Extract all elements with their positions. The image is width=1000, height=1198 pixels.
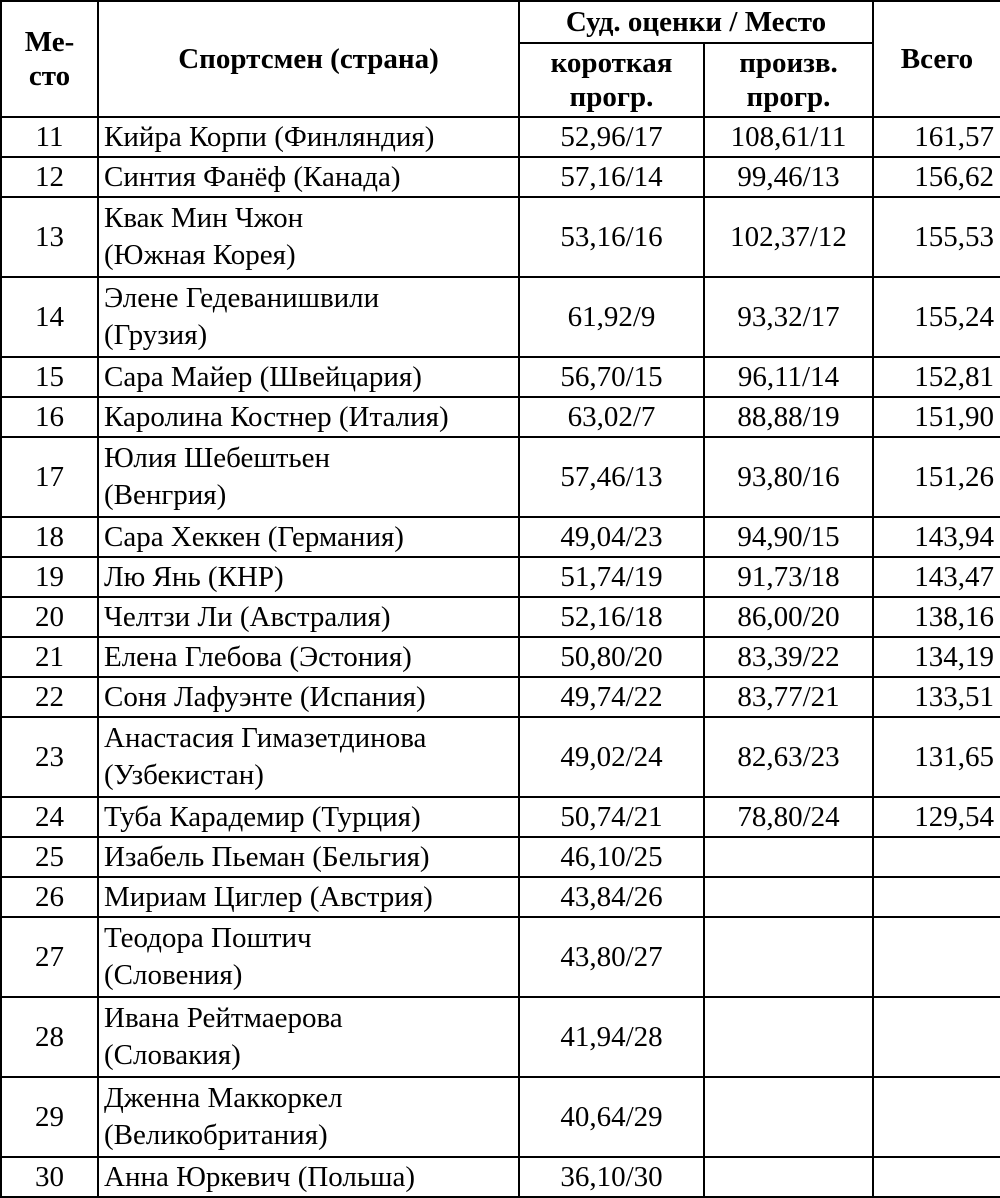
- cell-athlete: [98, 157, 519, 197]
- cell-short-program: 63,02/7: [519, 397, 704, 437]
- cell-place: 12: [1, 157, 98, 197]
- athlete-name-line: (Грузия): [104, 319, 208, 351]
- cell-place: 29: [1, 1077, 98, 1157]
- table-row: [1, 437, 1000, 517]
- table-row: [1, 557, 1000, 597]
- athlete-name-line: Кийра Корпи (Финляндия): [104, 120, 435, 153]
- cell-athlete: [98, 637, 519, 677]
- header-athlete: Спортсмен (страна): [98, 1, 519, 117]
- table-row: [1, 197, 1000, 277]
- cell-short-program: 57,46/13: [519, 437, 704, 517]
- cell-short-program: 57,16/14: [519, 157, 704, 197]
- cell-short-program: 50,74/21: [519, 797, 704, 837]
- cell-short-program: 43,84/26: [519, 877, 704, 917]
- cell-total: [873, 877, 1000, 917]
- cell-total: 129,54: [873, 797, 1000, 837]
- table-row: [1, 677, 1000, 717]
- cell-place: 13: [1, 197, 98, 277]
- table-row: [1, 797, 1000, 837]
- cell-short-program: 52,16/18: [519, 597, 704, 637]
- cell-free-program: 86,00/20: [704, 597, 873, 637]
- athlete-name-line: Мириам Циглер (Австрия): [104, 880, 433, 913]
- athlete-name-line: Анна Юркевич (Польша): [104, 1160, 415, 1193]
- cell-total: 156,62: [873, 157, 1000, 197]
- table-row: [1, 1157, 1000, 1197]
- cell-total: [873, 1157, 1000, 1197]
- cell-athlete: [98, 997, 519, 1077]
- cell-short-program: 46,10/25: [519, 837, 704, 877]
- cell-free-program: [704, 1077, 873, 1157]
- cell-free-program: 93,80/16: [704, 437, 873, 517]
- table-row: [1, 277, 1000, 357]
- cell-free-program: 78,80/24: [704, 797, 873, 837]
- table-row: [1, 717, 1000, 797]
- header-free-program: произв. прогр.: [704, 43, 873, 117]
- cell-free-program: 108,61/11: [704, 117, 873, 157]
- athlete-name-line: Элене Гедеванишвили: [104, 282, 380, 314]
- athlete-name-line: (Словения): [104, 959, 243, 991]
- cell-short-program: 56,70/15: [519, 357, 704, 397]
- cell-athlete: [98, 357, 519, 397]
- cell-short-program: 49,04/23: [519, 517, 704, 557]
- cell-athlete: [98, 917, 519, 997]
- cell-athlete: [98, 1157, 519, 1197]
- athlete-name-line: (Узбекистан): [104, 759, 264, 791]
- cell-total: 133,51: [873, 677, 1000, 717]
- table-row: [1, 357, 1000, 397]
- table-row: [1, 117, 1000, 157]
- athlete-name-line: (Великобритания): [104, 1119, 328, 1151]
- cell-place: 14: [1, 277, 98, 357]
- cell-place: 19: [1, 557, 98, 597]
- cell-place: 22: [1, 677, 98, 717]
- cell-athlete: [98, 437, 519, 517]
- cell-free-program: 82,63/23: [704, 717, 873, 797]
- table-row: [1, 837, 1000, 877]
- cell-total: 161,57: [873, 117, 1000, 157]
- cell-place: 27: [1, 917, 98, 997]
- cell-free-program: 83,77/21: [704, 677, 873, 717]
- table-row: [1, 157, 1000, 197]
- cell-athlete: [98, 277, 519, 357]
- cell-total: 151,26: [873, 437, 1000, 517]
- athlete-name-line: (Венгрия): [104, 479, 227, 511]
- cell-total: [873, 1077, 1000, 1157]
- athlete-name-line: Теодора Поштич: [104, 922, 312, 954]
- cell-free-program: [704, 997, 873, 1077]
- cell-place: 17: [1, 437, 98, 517]
- athlete-name-line: Сара Майер (Швейцария): [104, 360, 422, 393]
- cell-total: 155,24: [873, 277, 1000, 357]
- cell-free-program: 102,37/12: [704, 197, 873, 277]
- cell-total: [873, 837, 1000, 877]
- cell-short-program: 36,10/30: [519, 1157, 704, 1197]
- cell-free-program: 88,88/19: [704, 397, 873, 437]
- athlete-name-line: Лю Янь (КНР): [104, 560, 284, 593]
- athlete-name-line: (Южная Корея): [104, 239, 296, 271]
- cell-total: 151,90: [873, 397, 1000, 437]
- cell-athlete: [98, 717, 519, 797]
- cell-total: 138,16: [873, 597, 1000, 637]
- cell-short-program: 49,02/24: [519, 717, 704, 797]
- athlete-name-line: Ивана Рейтмаерова: [104, 1002, 343, 1034]
- athlete-name-line: (Словакия): [104, 1039, 241, 1071]
- cell-total: 143,47: [873, 557, 1000, 597]
- athlete-name-line: Челтзи Ли (Австралия): [104, 600, 391, 633]
- header-total: Всего: [873, 1, 1000, 117]
- athlete-name-line: Сара Хеккен (Германия): [104, 520, 404, 553]
- cell-total: 134,19: [873, 637, 1000, 677]
- cell-place: 24: [1, 797, 98, 837]
- table-row: [1, 397, 1000, 437]
- table-body: [1, 117, 1000, 1197]
- athlete-name-line: Туба Карадемир (Турция): [104, 800, 421, 833]
- header-scores-group: Суд. оценки / Место: [519, 1, 873, 43]
- athlete-name-line: Елена Глебова (Эстония): [104, 640, 412, 673]
- athlete-name-line: Каролина Костнер (Италия): [104, 400, 449, 433]
- cell-free-program: 83,39/22: [704, 637, 873, 677]
- cell-total: [873, 917, 1000, 997]
- cell-place: 30: [1, 1157, 98, 1197]
- cell-free-program: [704, 1157, 873, 1197]
- cell-free-program: 93,32/17: [704, 277, 873, 357]
- cell-athlete: [98, 677, 519, 717]
- athlete-name-line: Синтия Фанёф (Канада): [104, 160, 401, 193]
- athlete-name-line: Анастасия Гимазетдинова: [104, 722, 427, 754]
- cell-athlete: [98, 837, 519, 877]
- cell-free-program: [704, 877, 873, 917]
- cell-athlete: [98, 117, 519, 157]
- athlete-name-line: Изабель Пьеман (Бельгия): [104, 840, 430, 873]
- cell-free-program: 91,73/18: [704, 557, 873, 597]
- cell-free-program: 94,90/15: [704, 517, 873, 557]
- athlete-name-line: Квак Мин Чжон: [104, 202, 304, 234]
- cell-total: 143,94: [873, 517, 1000, 557]
- cell-short-program: 51,74/19: [519, 557, 704, 597]
- cell-free-program: 96,11/14: [704, 357, 873, 397]
- cell-athlete: [98, 797, 519, 837]
- cell-total: 131,65: [873, 717, 1000, 797]
- table-row: [1, 517, 1000, 557]
- athlete-name-line: Юлия Шебештьен: [104, 442, 330, 474]
- cell-place: 11: [1, 117, 98, 157]
- cell-place: 18: [1, 517, 98, 557]
- cell-total: [873, 997, 1000, 1077]
- cell-athlete: [98, 877, 519, 917]
- cell-short-program: 40,64/29: [519, 1077, 704, 1157]
- cell-short-program: 61,92/9: [519, 277, 704, 357]
- cell-short-program: 43,80/27: [519, 917, 704, 997]
- cell-athlete: [98, 557, 519, 597]
- table-row: [1, 997, 1000, 1077]
- cell-short-program: 50,80/20: [519, 637, 704, 677]
- cell-place: 26: [1, 877, 98, 917]
- cell-short-program: 49,74/22: [519, 677, 704, 717]
- athlete-name-line: Дженна Маккоркел: [104, 1082, 343, 1114]
- cell-athlete: [98, 197, 519, 277]
- cell-free-program: [704, 837, 873, 877]
- cell-place: 25: [1, 837, 98, 877]
- cell-place: 28: [1, 997, 98, 1077]
- cell-short-program: 53,16/16: [519, 197, 704, 277]
- table-row: [1, 917, 1000, 997]
- cell-athlete: [98, 397, 519, 437]
- cell-short-program: 52,96/17: [519, 117, 704, 157]
- table-row: [1, 1077, 1000, 1157]
- header-place: Ме- сто: [1, 1, 98, 117]
- table-row: [1, 877, 1000, 917]
- cell-place: 15: [1, 357, 98, 397]
- cell-total: 152,81: [873, 357, 1000, 397]
- cell-athlete: [98, 1077, 519, 1157]
- table-row: [1, 597, 1000, 637]
- table-row: [1, 637, 1000, 677]
- cell-place: 23: [1, 717, 98, 797]
- cell-total: 155,53: [873, 197, 1000, 277]
- cell-place: 16: [1, 397, 98, 437]
- cell-athlete: [98, 517, 519, 557]
- cell-free-program: [704, 917, 873, 997]
- cell-place: 20: [1, 597, 98, 637]
- cell-athlete: [98, 597, 519, 637]
- header-short-program: короткая прогр.: [519, 43, 704, 117]
- table-header: [1, 1, 1000, 117]
- cell-short-program: 41,94/28: [519, 997, 704, 1077]
- cell-free-program: 99,46/13: [704, 157, 873, 197]
- cell-place: 21: [1, 637, 98, 677]
- athlete-name-line: Соня Лафуэнте (Испания): [104, 680, 426, 713]
